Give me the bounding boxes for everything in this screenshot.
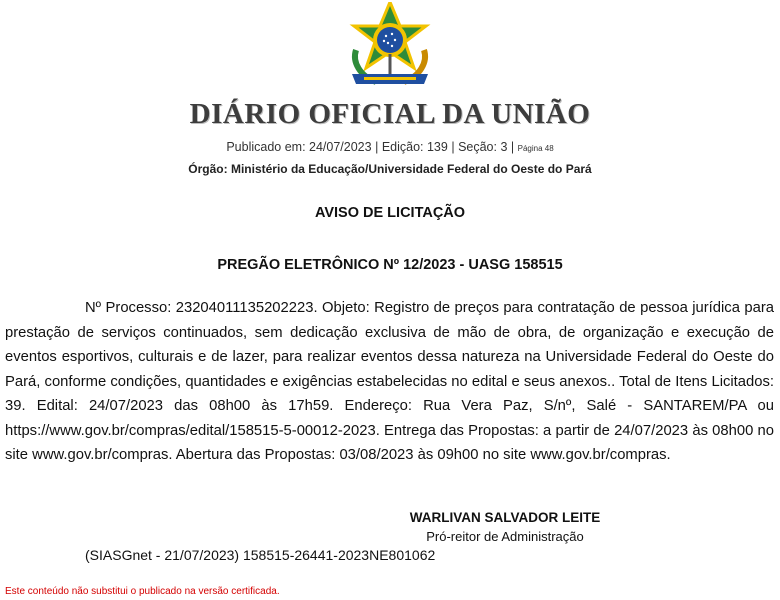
organ-value: Ministério da Educação/Universidade Federal do Oeste do Pará: [230, 162, 592, 176]
signatory-role: Pró-reitor de Administração: [426, 529, 584, 544]
notice-body: [5, 296, 774, 468]
edition: Edição: 139: [381, 140, 448, 154]
publication-meta: Publicado em: 24/07/2023 | Edição: 139 | Seção: 3 | Página 48: [226, 140, 554, 154]
siasg-reference: (SIASGnet - 21/07/2023) 158515-26441-2023NE801062: [85, 547, 436, 563]
page-number: Página 48: [517, 144, 554, 153]
signatory-name: WARLIVAN SALVADOR LEITE: [409, 510, 601, 525]
organ-line: [0, 162, 780, 176]
published-date: Publicado em: 24/07/2023: [226, 140, 372, 154]
section: Seção: 3: [458, 140, 508, 154]
organ-label: Órgão:: [188, 162, 228, 176]
notice-subtitle: PREGÃO ELETRÔNICO Nº 12/2023 - UASG 158515: [217, 257, 563, 273]
certification-disclaimer: Este conteúdo não substitui o publicado na versão certificada.: [5, 586, 280, 597]
newspaper-title: DIÁRIO OFICIAL DA UNIÃO: [189, 98, 591, 130]
notice-body-text: Nº Processo: 23204011135202223. Objeto: Registro de preços para contratação de pessoa jurídica para prestação de serviços continuados, sem dedicação exclusiva de mão de obra, de organização e execução de eventos esportivos, culturais e de lazer, para realizar eventos dessa natureza na Universidade Federal do Oeste do Pará, conforme condições, quantidades e exigências estabelecidas no edital e seus anexos.. Total de Itens Licitados: 39. Edital: 24/07/2023 das 08h00 às 17h59. Endereço: Rua Vera Paz, S/nº, Salé - SANTAREM/PA ou https://www.gov.br/compras/edital/158515-5-00012-2023. Entrega das Propostas: a partir de 24/07/2023 às 08h00 no site www.gov.br/compras. Abertura das Propostas: 03/08/2023 às 09h00 no site www.gov.br/compras.: [5, 300, 774, 463]
notice-title: AVISO DE LICITAÇÃO: [314, 205, 466, 221]
brazil-coat-of-arms-icon: [342, 2, 438, 88]
